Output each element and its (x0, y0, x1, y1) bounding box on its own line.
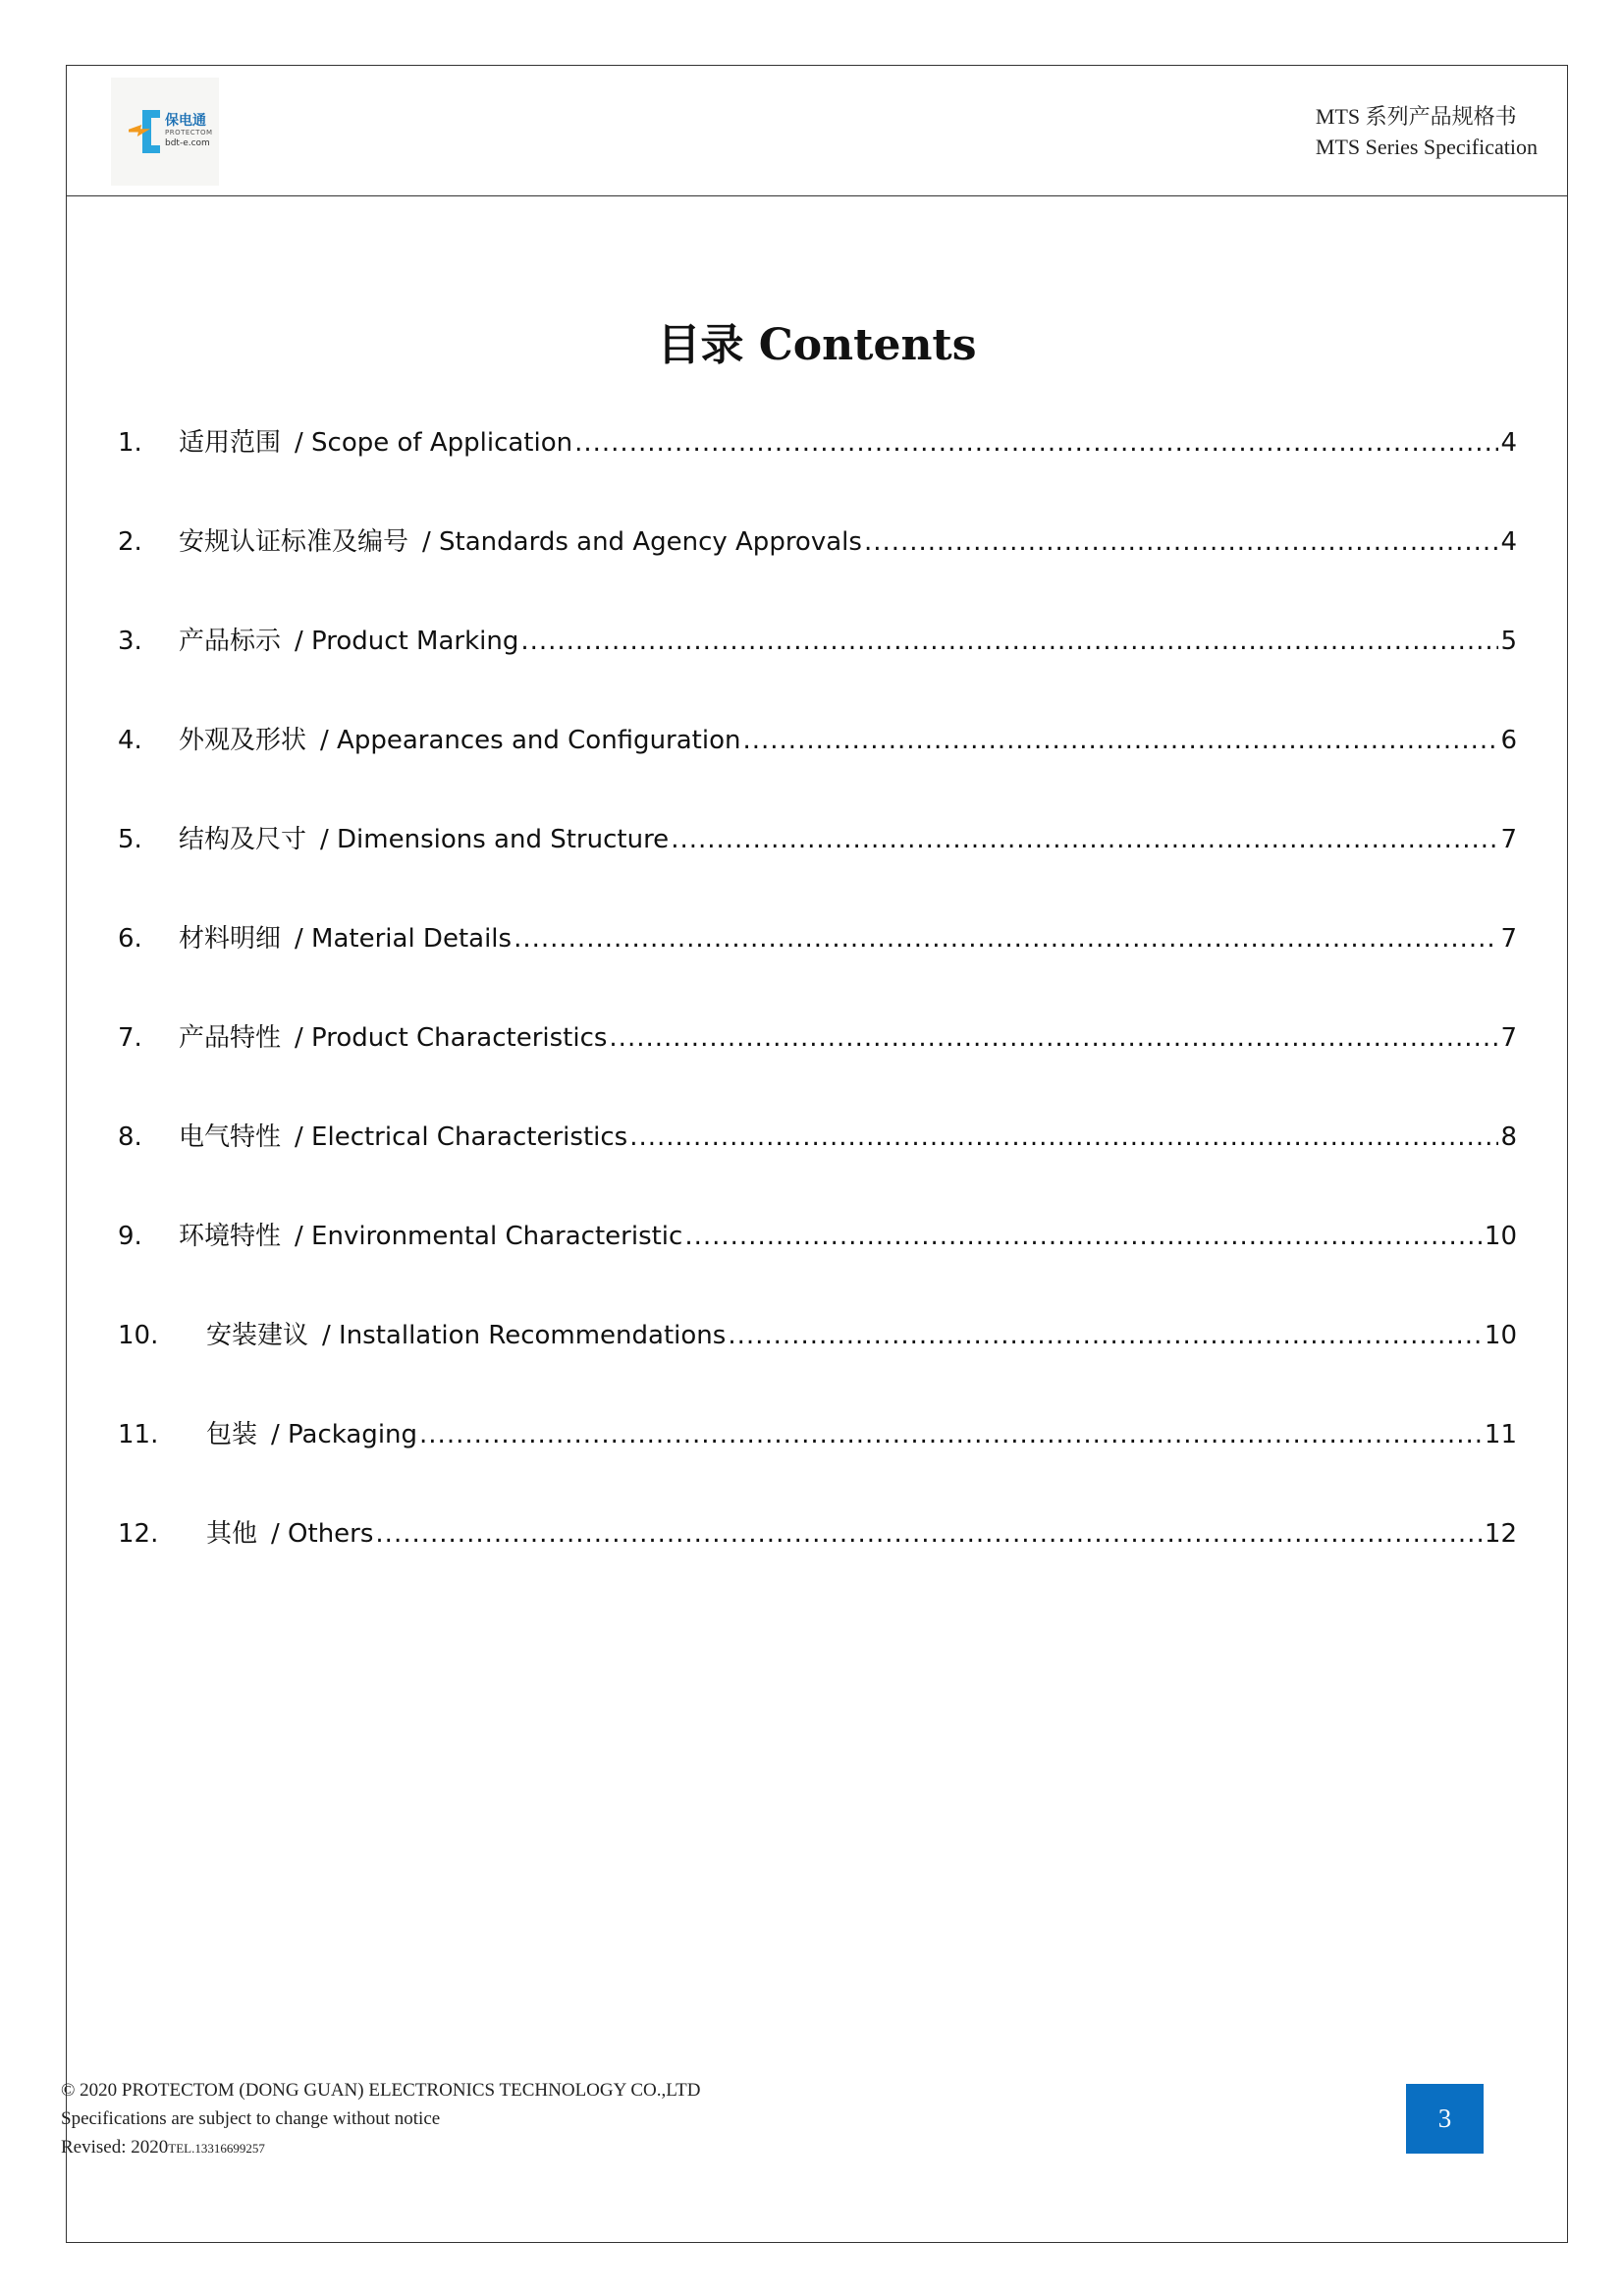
header-divider (67, 195, 1567, 196)
logo-brand-cn: 保电通 (165, 113, 206, 129)
logo-brand-web: bdt-e.com (165, 138, 210, 148)
toc-title-en: / Appearances and Configuration (320, 726, 741, 755)
toc-page-number: 5 (1500, 627, 1517, 656)
toc-entry[interactable] (118, 1315, 1517, 1354)
toc-entry[interactable] (118, 1117, 1517, 1156)
toc-title-en: / Environmental Characteristic (295, 1222, 683, 1251)
toc-leader-dots (742, 726, 1498, 755)
company-logo (111, 78, 219, 186)
toc-page-number: 7 (1500, 825, 1517, 854)
toc-number: 1. (118, 428, 142, 458)
logo-mark-icon (129, 110, 156, 153)
toc-title-en: / Dimensions and Structure (320, 825, 670, 854)
toc-title-cn: 结构及尺寸 (179, 825, 307, 854)
toc-entry[interactable] (118, 918, 1517, 957)
toc-leader-dots (609, 1023, 1498, 1053)
toc-number: 9. (118, 1222, 142, 1251)
toc-number: 3. (118, 627, 142, 656)
toc-page-number: 4 (1500, 527, 1517, 557)
footer-tel: TEL.13316699257 (168, 2141, 265, 2156)
toc-title-cn: 安规认证标准及编号 (179, 527, 409, 557)
toc-entry[interactable] (118, 521, 1517, 561)
page-number-badge: 3 (1406, 2084, 1484, 2154)
toc-title-en: / Electrical Characteristics (295, 1122, 628, 1152)
toc-page-number: 12 (1484, 1519, 1517, 1549)
toc-leader-dots (864, 527, 1499, 557)
toc-page-number: 11 (1484, 1420, 1517, 1449)
toc-page-number: 7 (1500, 1023, 1517, 1053)
toc-title-en: / Standards and Agency Approvals (422, 527, 862, 557)
toc-title-en: / Product Marking (295, 627, 519, 656)
toc-title-en: / Product Characteristics (295, 1023, 608, 1053)
toc-entry[interactable] (118, 1414, 1517, 1453)
page-title: 目录 Contents (657, 320, 977, 370)
toc-title-cn: 产品标示 (179, 627, 282, 656)
toc-number: 8. (118, 1122, 142, 1152)
toc-page-number: 7 (1500, 924, 1517, 954)
toc-title-cn: 适用范围 (179, 428, 282, 458)
header-title-en: MTS Series Specification (1315, 135, 1538, 159)
toc-leader-dots (728, 1321, 1483, 1350)
toc-entry[interactable] (118, 1513, 1517, 1553)
toc-number: 2. (118, 527, 142, 557)
toc-entry[interactable] (118, 819, 1517, 858)
toc-number: 7. (118, 1023, 142, 1053)
toc-title-en: / Material Details (295, 924, 513, 954)
toc-number: 5. (118, 825, 142, 854)
toc-leader-dots (671, 825, 1498, 854)
toc-title-en: / Installation Recommendations (322, 1321, 727, 1350)
toc-leader-dots (684, 1222, 1483, 1251)
toc-entry[interactable] (118, 1216, 1517, 1255)
toc-entry[interactable] (118, 720, 1517, 759)
toc-page-number: 6 (1500, 726, 1517, 755)
toc-title-cn: 外观及形状 (179, 726, 307, 755)
toc-leader-dots (574, 428, 1498, 458)
toc-page-number: 8 (1500, 1122, 1517, 1152)
toc-title-cn: 环境特性 (179, 1222, 282, 1251)
toc-leader-dots (629, 1122, 1498, 1152)
toc-number: 11. (118, 1420, 159, 1449)
toc-leader-dots (375, 1519, 1482, 1549)
toc-number: 6. (118, 924, 142, 954)
footer (61, 2076, 700, 2162)
header-title (1316, 101, 1538, 162)
footer-copyright: © 2020 PROTECTOM (DONG GUAN) ELECTRONICS TECHNOLOGY CO.,LTD (61, 2080, 701, 2101)
footer-notice: Specifications are subject to change without notice (61, 2108, 441, 2129)
toc-page-number: 10 (1484, 1222, 1517, 1251)
toc-title-cn: 其他 (206, 1519, 258, 1549)
toc-title-cn: 包装 (206, 1420, 258, 1449)
toc-entry[interactable] (118, 621, 1517, 660)
toc-title-cn: 电气特性 (179, 1122, 282, 1152)
toc-leader-dots (520, 627, 1498, 656)
footer-revised-text: Revised: 2020 (61, 2137, 169, 2158)
toc-title-en: / Scope of Application (295, 428, 573, 458)
logo-brand-en: PROTECTOM (165, 129, 213, 137)
toc-title-cn: 产品特性 (179, 1023, 282, 1053)
toc-title-en: / Others (271, 1519, 374, 1549)
toc-entry[interactable] (118, 422, 1517, 462)
toc-leader-dots (419, 1420, 1483, 1449)
toc-page-number: 4 (1500, 428, 1517, 458)
toc-title-cn: 安装建议 (206, 1321, 309, 1350)
header-title-cn: MTS 系列产品规格书 (1315, 104, 1517, 129)
toc-title-en: / Packaging (271, 1420, 418, 1449)
toc-entry[interactable] (118, 1017, 1517, 1057)
toc-leader-dots (514, 924, 1498, 954)
toc-page-number: 10 (1484, 1321, 1517, 1350)
toc-number: 10. (118, 1321, 159, 1350)
toc-number: 12. (118, 1519, 159, 1549)
toc-title-cn: 材料明细 (179, 924, 282, 954)
footer-revised (61, 2133, 700, 2162)
toc-number: 4. (118, 726, 142, 755)
